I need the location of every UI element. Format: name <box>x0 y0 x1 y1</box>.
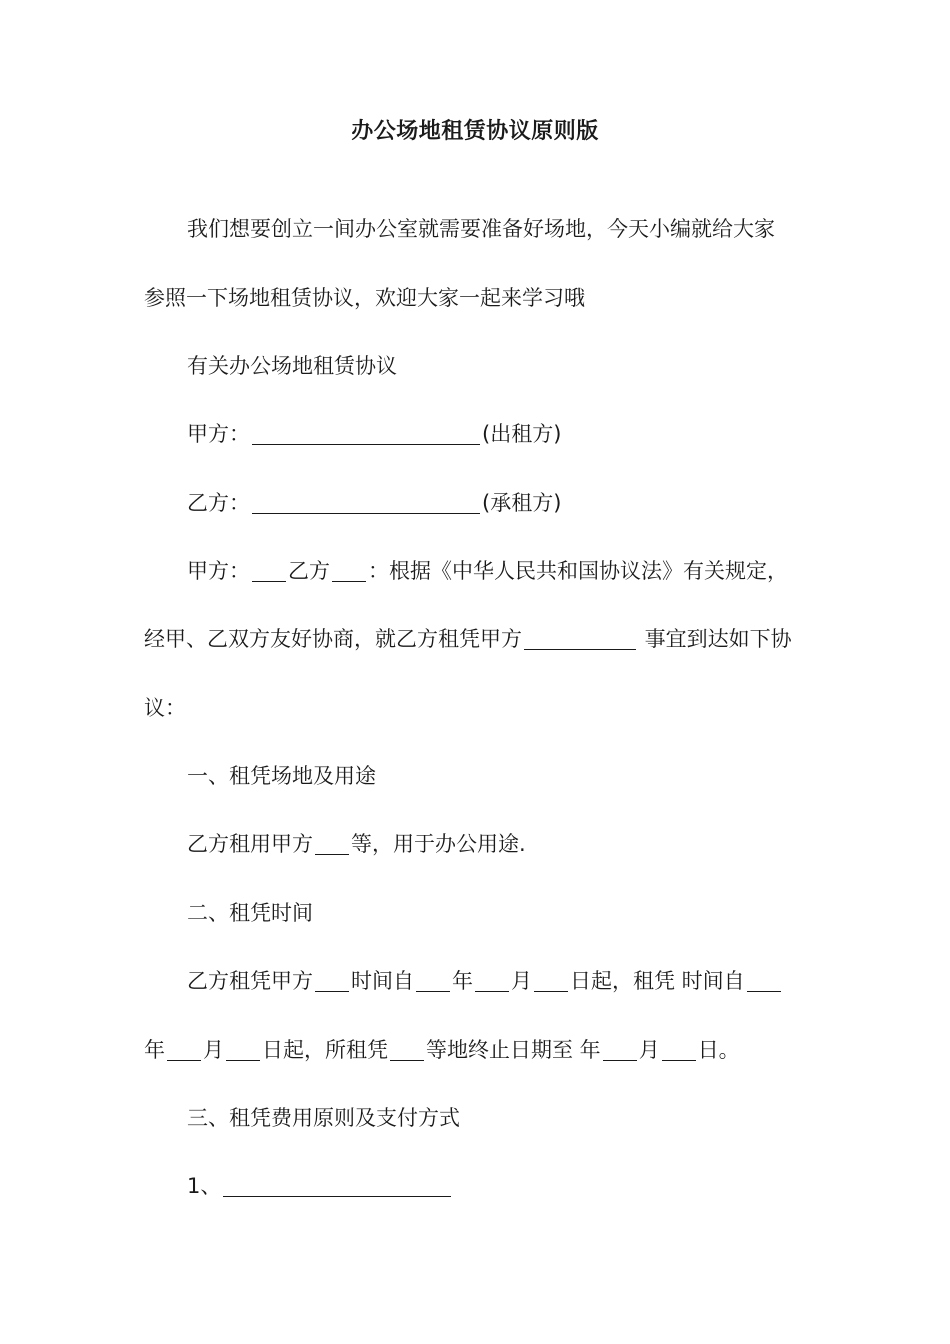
section-2-blank-5 <box>747 967 781 992</box>
preamble-line-1 <box>187 553 827 589</box>
party-b-label: 乙方： <box>187 491 250 515</box>
preamble2-text-b: 事宜到达如下协 <box>638 627 792 651</box>
section-3-heading-text: 三、租凭费用原则及支付方式 <box>187 1106 460 1130</box>
section-2-text-d: 月 <box>511 969 532 993</box>
section-2-text-b: 时间自 <box>351 969 414 993</box>
section-2-text-f: 年 <box>144 1038 165 1062</box>
section-2-blank-3 <box>475 967 509 992</box>
intro-text-2: 参照一下场地租赁协议，欢迎大家一起来学习哦 <box>144 286 585 310</box>
section-2-blank-7 <box>226 1036 260 1061</box>
preamble-blank-2 <box>332 557 366 582</box>
preamble-text-b: 乙方 <box>288 559 330 583</box>
section-2-text-c: 年 <box>452 969 473 993</box>
preamble2-text-a: 经甲、乙双方友好协商，就乙方租凭甲方 <box>144 627 522 651</box>
section-2-text-a: 乙方租凭甲方 <box>187 969 313 993</box>
section-2-text-k: 日。 <box>697 1038 740 1062</box>
section-1-text-b: 等，用于办公用途. <box>351 832 526 856</box>
section-2-blank-6 <box>167 1036 201 1061</box>
section-3-item-1-blank <box>223 1172 451 1197</box>
section-2-blank-9 <box>603 1036 637 1061</box>
intro-text-1: 我们想要创立一间办公室就需要准备好场地，今天小编就给大家 <box>187 217 775 241</box>
section-2-text-g: 月 <box>203 1038 224 1062</box>
preamble-text-a: 甲方： <box>187 559 250 583</box>
intro-paragraph-line-2 <box>144 280 824 316</box>
preamble-text-c: ：根据《中华人民共和国协议法》有关规定， <box>368 559 788 583</box>
section-3-item-1 <box>187 1168 827 1204</box>
preamble-line-3 <box>144 690 824 726</box>
intro-paragraph-line-1 <box>187 211 827 247</box>
section-2-blank-8 <box>390 1036 424 1061</box>
section-3-heading <box>187 1100 827 1136</box>
document-title: 办公场地租赁协议原则版 <box>351 119 599 144</box>
section-2-heading-text: 二、租凭时间 <box>187 901 313 925</box>
preamble-blank-1 <box>252 557 286 582</box>
section-2-blank-10 <box>662 1036 696 1061</box>
party-a-role: (出租方) <box>482 422 562 446</box>
party-b-role: (承租方) <box>482 491 562 515</box>
party-a-blank <box>252 420 480 445</box>
section-2-blank-2 <box>416 967 450 992</box>
section-2-text-i: 等地终止日期至 年 <box>426 1038 601 1062</box>
section-2-blank-4 <box>534 967 568 992</box>
agreement-subtitle <box>187 348 827 384</box>
subtitle-text: 有关办公场地租赁协议 <box>187 354 397 378</box>
section-3-item-1-label: 1、 <box>187 1174 222 1198</box>
section-2-body-line-1 <box>187 963 827 999</box>
section-1-heading-text: 一、租凭场地及用途 <box>187 764 376 788</box>
section-1-text-a: 乙方租用甲方 <box>187 832 313 856</box>
section-2-blank-1 <box>315 967 349 992</box>
section-2-text-e: 日起，租凭 时间自 <box>570 969 745 993</box>
party-b-blank <box>252 489 480 514</box>
section-2-heading <box>187 895 827 931</box>
preamble-blank-3 <box>524 625 636 650</box>
section-2-text-j: 月 <box>638 1038 660 1062</box>
party-a-label: 甲方： <box>187 422 250 446</box>
section-2-text-h: 日起，所租凭 <box>262 1038 388 1062</box>
section-1-heading <box>187 758 827 794</box>
section-1-blank <box>315 830 349 855</box>
party-a-line <box>187 416 827 452</box>
preamble-line-2 <box>144 621 824 657</box>
preamble3-text: 议： <box>144 696 186 720</box>
section-2-body-line-2 <box>144 1032 824 1068</box>
section-1-body <box>187 826 827 862</box>
party-b-line <box>187 485 827 521</box>
